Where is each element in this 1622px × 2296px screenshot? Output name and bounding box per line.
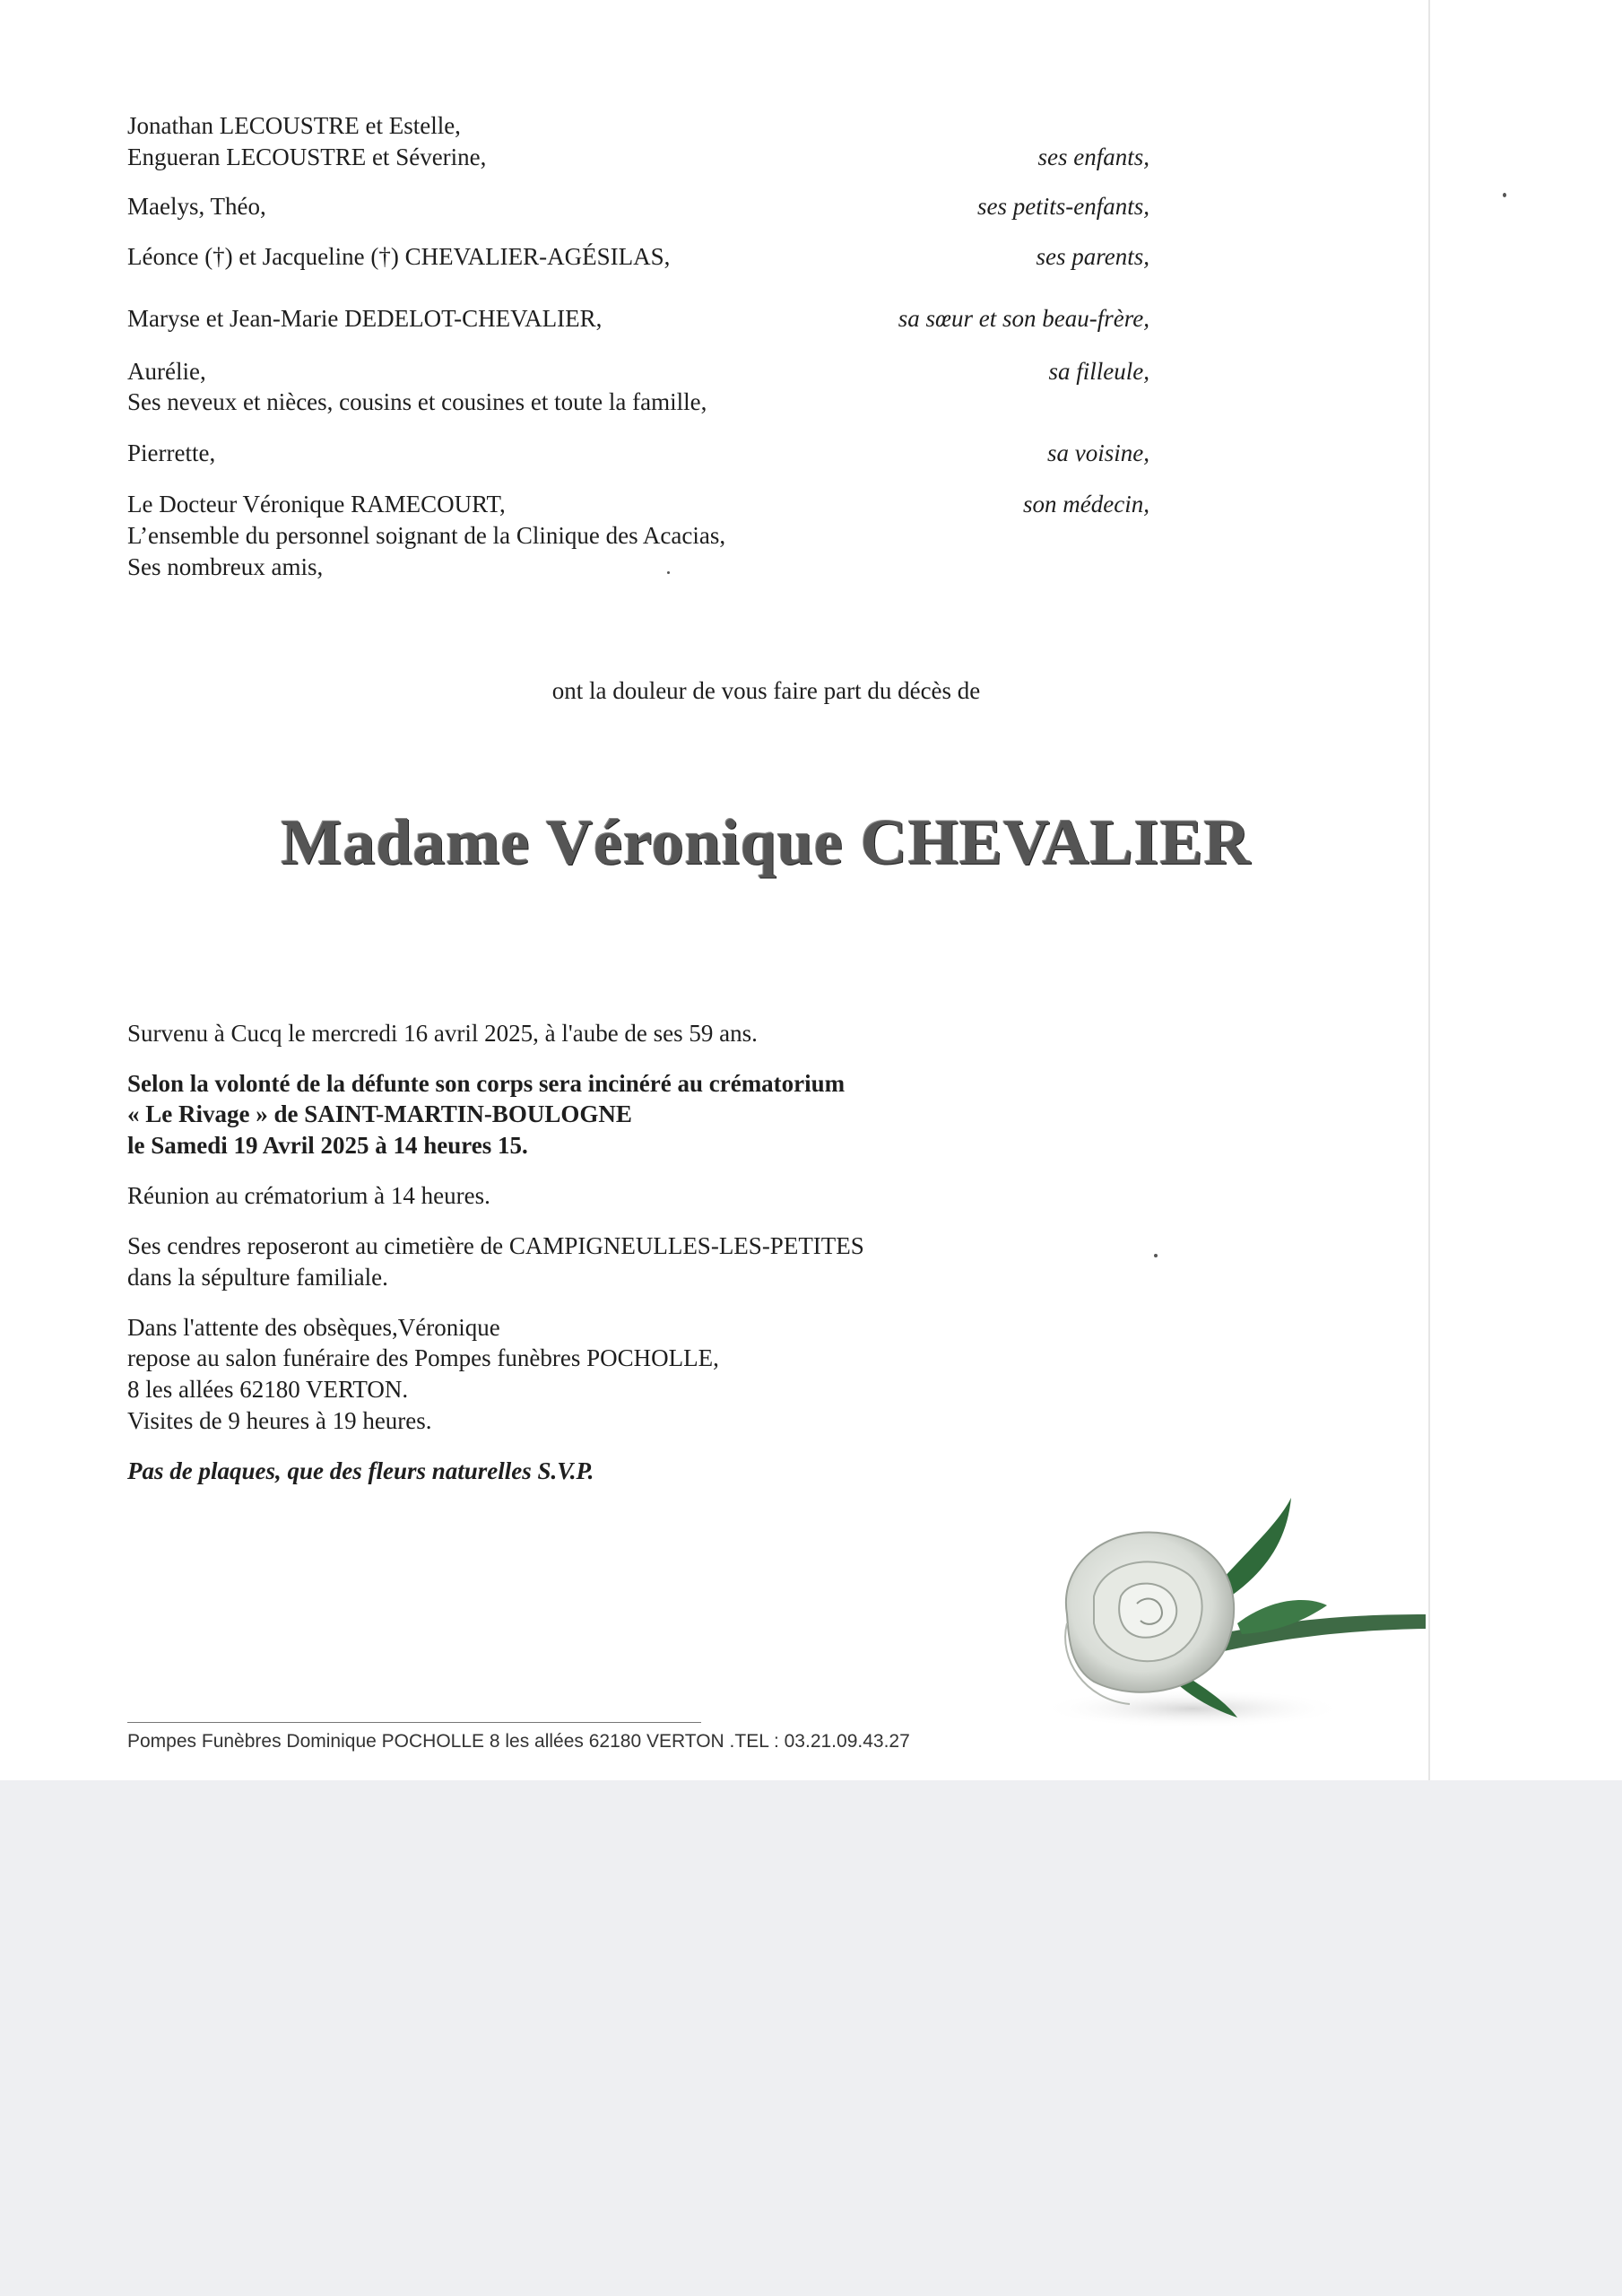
rest-line: Dans l'attente des obsèques,Véronique bbox=[127, 1314, 500, 1341]
relation-label: ses petits-enfants, bbox=[977, 193, 1149, 220]
family-line: Léonce (†) et Jacqueline (†) CHEVALIER-AGÉSILAS, bbox=[127, 243, 671, 270]
death-notice: Survenu à Cucq le mercredi 16 avril 2025, à l'aube de ses 59 ans. bbox=[127, 1020, 758, 1047]
family-line: Ses nombreux amis, bbox=[127, 553, 324, 580]
family-line: Pierrette, bbox=[127, 439, 216, 466]
ceremony-line: le Samedi 19 Avril 2025 à 14 heures 15. bbox=[127, 1132, 528, 1159]
ashes-line: dans la sépulture familiale. bbox=[127, 1264, 388, 1291]
flowers-note: Pas de plaques, que des fleurs naturelles S.V.P. bbox=[127, 1457, 594, 1484]
page-edge bbox=[1428, 0, 1430, 1780]
announcement-intro: ont la douleur de vous faire part du décès de bbox=[551, 677, 981, 704]
family-line: Maryse et Jean-Marie DEDELOT-CHEVALIER, bbox=[127, 305, 603, 332]
family-line: Ses neveux et nièces, cousins et cousines et toute la famille, bbox=[127, 388, 707, 415]
relation-label: sa sœur et son beau-frère, bbox=[898, 305, 1149, 332]
family-line: Aurélie, bbox=[127, 358, 206, 385]
family-line: Jonathan LECOUSTRE et Estelle, bbox=[127, 112, 461, 139]
scan-speck bbox=[1154, 1254, 1158, 1257]
rest-line: repose au salon funéraire des Pompes funèbres POCHOLLE, bbox=[127, 1344, 719, 1371]
meeting-line: Réunion au crématorium à 14 heures. bbox=[127, 1182, 490, 1209]
family-line: Engueran LECOUSTRE et Séverine, bbox=[127, 144, 487, 170]
deceased-name: Madame Véronique CHEVALIER bbox=[281, 806, 1252, 878]
footer-divider bbox=[127, 1722, 701, 1723]
relation-label: sa filleule, bbox=[1048, 358, 1149, 385]
ceremony-line: « Le Rivage » de SAINT-MARTIN-BOULOGNE bbox=[127, 1100, 632, 1127]
family-line: Le Docteur Véronique RAMECOURT, bbox=[127, 491, 506, 517]
scan-speck bbox=[667, 571, 670, 574]
family-line: L’ensemble du personnel soignant de la Clinique des Acacias, bbox=[127, 522, 726, 549]
funeral-home-footer: Pompes Funèbres Dominique POCHOLLE 8 les allées 62180 VERTON .TEL : 03.21.09.43.27 bbox=[127, 1731, 910, 1752]
white-rose-image bbox=[1031, 1489, 1426, 1731]
scan-speck bbox=[1503, 193, 1506, 197]
relation-label: sa voisine, bbox=[1047, 439, 1149, 466]
relation-label: ses parents, bbox=[1036, 243, 1149, 270]
family-line: Maelys, Théo, bbox=[127, 193, 266, 220]
relation-label: ses enfants, bbox=[1037, 144, 1149, 170]
scan-background bbox=[0, 1780, 1622, 2296]
ceremony-line: Selon la volonté de la défunte son corps sera incinéré au crématorium bbox=[127, 1070, 846, 1097]
rest-line: Visites de 9 heures à 19 heures. bbox=[127, 1407, 432, 1434]
rest-line: 8 les allées 62180 VERTON. bbox=[127, 1376, 409, 1403]
relation-label: son médecin, bbox=[1023, 491, 1149, 517]
ashes-line: Ses cendres reposeront au cimetière de CAMPIGNEULLES-LES-PETITES bbox=[127, 1232, 864, 1259]
